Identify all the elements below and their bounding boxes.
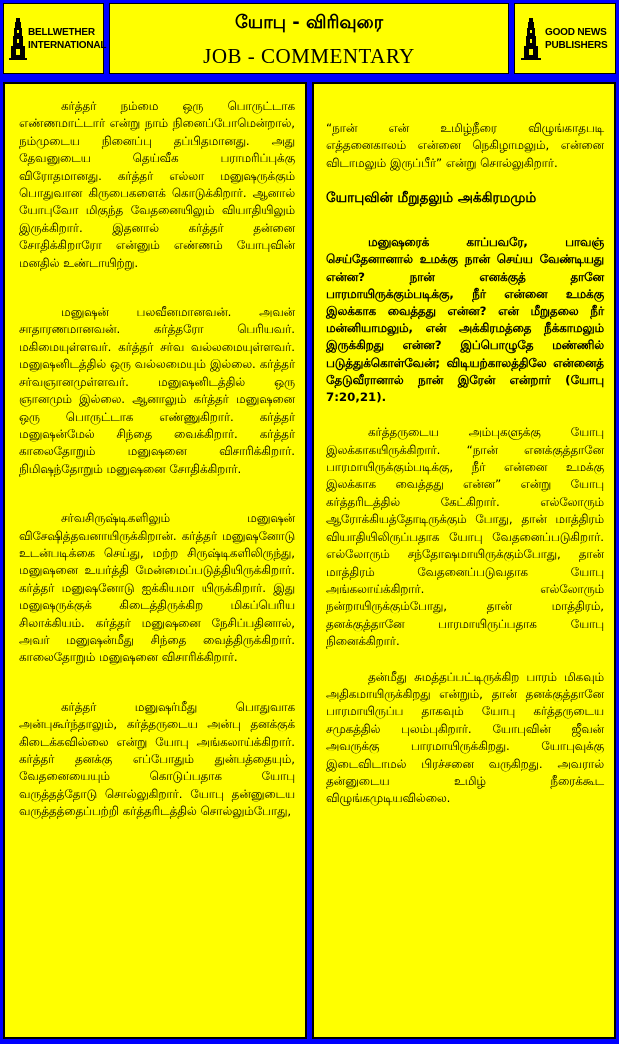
title-box [109, 3, 509, 74]
paragraph: கர்த்தர் மனுஷர்மீது பொதுவாக அன்புகூர்ந்தாலும், கர்த்தருடைய அன்பு தனக்குக் கிடைக்கவில்லை என்று யோபு அங்கலாய்க்கிறார். கர்த்தர் தனக்கு எப்போதும் துன்பத்தையும், வேதனையையும் கொடுப்பதாக யோபு வருத்தத்தோடு சொல்லுகிறார். யோபு தன்னுடைய வருத்தத்தைப்பற்றி கர்த்தரிடத்தில் சொல்லும்போது, [19, 699, 295, 819]
paragraph: தன்மீது சுமத்தப்பட்டிருக்கிற பாரம் மிகவும் அதிகமாயிருக்கிறது என்றும், தான் தனக்குத்தானே பாரமாயிருப்ப தாகவும் யோபு கர்த்தருடைய சமுகத்தில் புலம்புகிறார். யோபுவின் ஜீவன் அவருக்கு பாரமாயிருக்கிறது. யோபுவுக்கு இடைவிடாமல் பிரச்சனை வருகிறது. அவரால் தன்னுடைய உமிழ் நீரைக்கூட விழுங்கமுடியவில்லை. [326, 669, 604, 806]
paragraph: கர்த்தர் நம்மை ஒரு பொருட்டாக எண்ணமாட்டார் என்று நாம் நினைப்போமென்றால், நம்முடைய நினைப்பு தப்பிதமானது. அது தேவனுடைய தெய்வீக பராமரிப்புக்கு விரோதமானது. கர்த்தர் எல்லா மனுஷருக்கும் பொதுவான கிருபைகளைக் கொடுக்கிறார். ஆனால் யோபுவோ மிகுந்த வேதனையிலும் வியாதியிலும் இருக்கிறார். இதனால் கர்த்தர் தன்னை சோதிக்கிறாரோ என்னும் எண்ணம் யோபுவின் மனதில் உண்டாயிற்று. [19, 99, 295, 270]
section-heading: யோபுவின் மீறுதலும் அக்கிரமமும் [326, 190, 537, 207]
bible-verse: மனுஷரைக் காப்பவரே, பாவஞ் செய்தேனானால் உமக்கு நான் செய்ய வேண்டியது என்ன? நான் எனக்குத் தானே பாரமாயிருக்கும்படிக்கு, நீர் என்னை உமக்கு இலக்காக வைத்தது என்ன? என் மீறுதலை நீர் மன்னியாமலும், என் அக்கிரமத்தை நீக்காமலும் இருக்கிறது என்ன? இப்பொழுதே மண்ணில் படுத்துக்கொள்வேன்; விடியற்காலத்திலே என்னைத் தேடுவீரானால் நான் இரேன் என்றார் (யோபு 7:20,21). [326, 235, 604, 405]
right-column [312, 82, 616, 1039]
paragraph: கர்த்தருடைய அம்புகளுக்கு யோபு இலக்காகயிருக்கிறார். “நான் எனக்குத்தானே பாரமாயிருக்கும்படிக்கு, நீர் என்னை உமக்கு இலக்காக வைத்தது என்ன” என்று யோபு கர்த்தரிடத்தில் கேட்கிறார். எல்லோரும் ஆரோக்கியத்தோடிருக்கும் போது, தான் மாத்திரம் வியாதியிலிருப்பதாக யோபு வேதனைப்படுகிறார். எல்லோரும் சந்தோஷமாயிருக்கும்போது, தான் மாத்திரம் வேதனைப்படுவதாக யோபு அங்கலாய்க்கிறார். எல்லோரும் நன்றாயிருக்கும்போது, தான் மாத்திரம், தனக்குத்தானே பாரமாயிருப்பதாக யோபு நினைக்கிறார். [326, 425, 604, 649]
tower-icon [520, 16, 542, 60]
good-news-logo [514, 3, 616, 74]
paragraph: சர்வசிருஷ்டிகளிலும் மனுஷன் விசேஷித்தவனாயிருக்கிறான். கர்த்தர் மனுஷனோடு உடன்படிக்கை செய்து, மற்ற சிருஷ்டிகளிலிருந்து, மனுஷனை உயர்த்தி மேன்மைப்படுத்தியிருக்கிறார். கர்த்தர் மனுஷனோடு ஐக்கியமா யிருக்கிறார். இது மனுஷருக்குக் கிடைத்திருக்கிற மிகப்பெரிய சிலாக்கியம். கர்த்தர் மனுஷனை நேசிப்பதினால், அவர் மனுஷன்மீது சிந்தை வைத்திருக்கிறார். காலைதோறும் மனுஷனை விசாரிக்கிறார். [19, 511, 295, 665]
logo-text: GOOD NEWS PUBLISHERS [545, 27, 608, 51]
left-column [3, 82, 307, 1039]
tower-icon [8, 16, 28, 60]
page-title-english: JOB - COMMENTARY [203, 44, 415, 68]
page-header [0, 0, 619, 79]
quote-paragraph: “நான் என் உமிழ்நீரை விழுங்காதபடி எத்தனைகாலம் என்னை நெகிழாமலும், என்னை விடாமலும் இருப்பீர்” என்று சொல்லுகிறார். [326, 121, 604, 170]
bellwether-logo [3, 3, 107, 74]
paragraph: மனுஷன் பலவீனமானவன். அவன் சாதாரணமானவன். கர்த்தரோ பெரியவர். மகிமையுள்ளவர். கர்த்தர் சர்வ வல்லமையுள்ளவர். மனுஷனிடத்தில் ஒரு வல்லமையும் இல்லை. கர்த்தர் சர்வஞானமுள்ளவர். மனுஷனிடத்தில் ஒரு ஞானமும் இல்லை. ஆனாலும் கர்த்தர் மனுஷனை ஒரு பொருட்டாக எண்ணுகிறார். கர்த்தர் மனுஷன்மேல் சிந்தை வைக்கிறார். கர்த்தர் காலைதோறும் மனுஷனை விசாரிக்கிறார். நிமிஷந்தோறும் மனுஷனை சோதிக்கிறார். [19, 305, 295, 476]
logo-text: BELLWETHER INTERNATIONAL [28, 27, 107, 51]
page-title-tamil: யோபு - விரிவுரை [234, 12, 383, 33]
